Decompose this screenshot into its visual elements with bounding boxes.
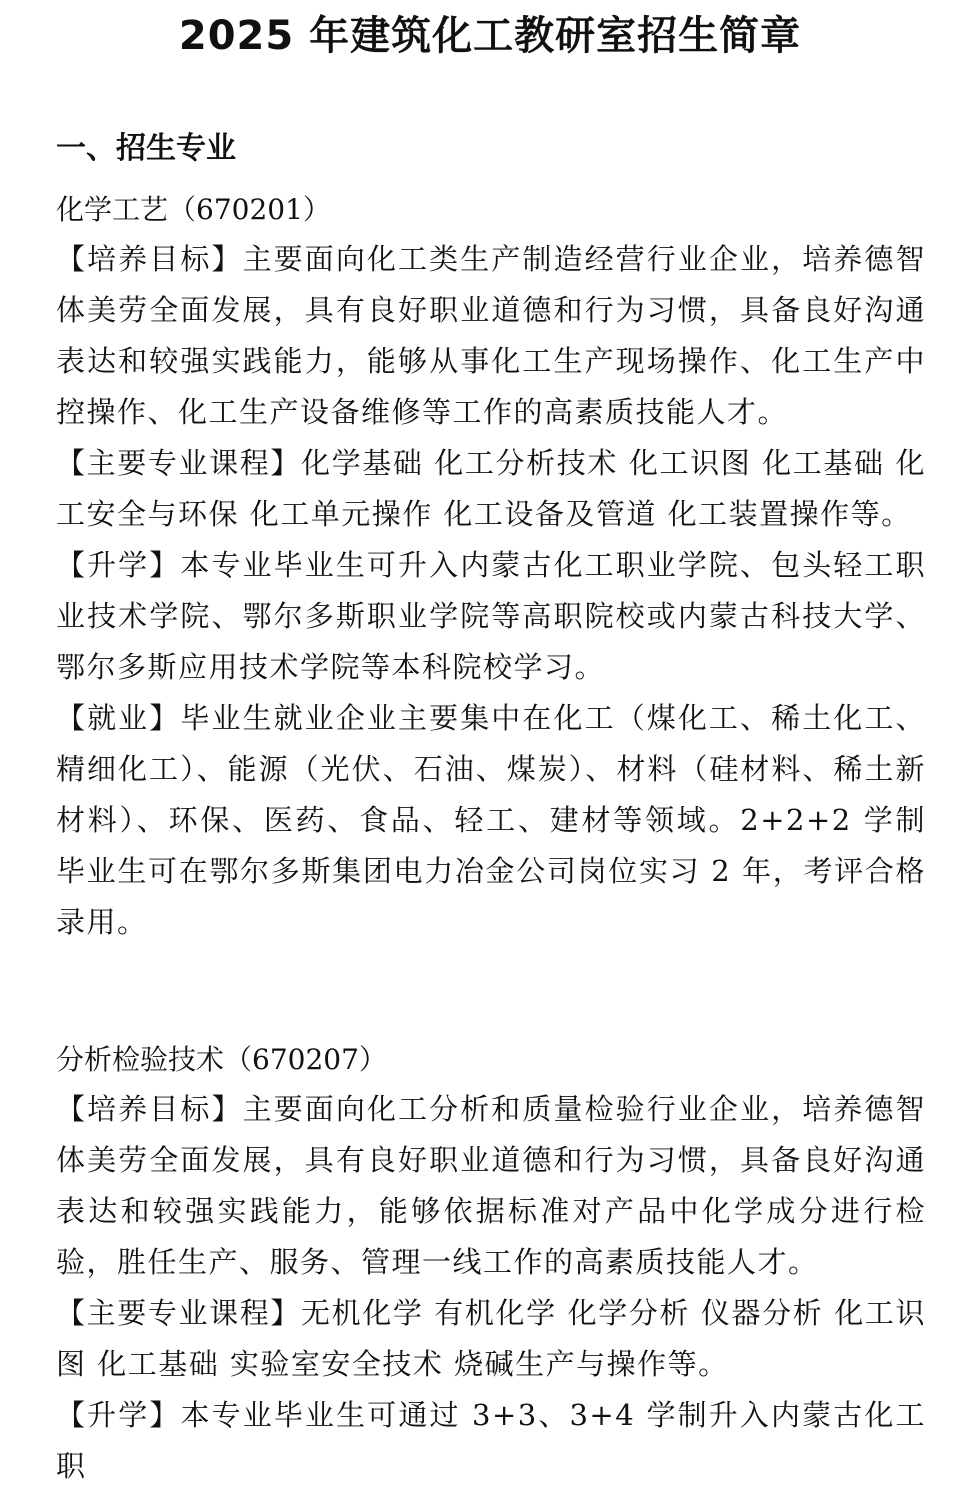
paragraph-further-study	[56, 540, 926, 693]
paragraph-text: 主要面向化工类生产制造经营行业企业，培养德智体美劳全面发展，具有良好职业道德和行为习惯，具备良好沟通表达和较强实践能力，能够从事化工生产现场操作、化工生产中控操作、化工生产设备维修等工作的高素质技能人才。	[56, 242, 926, 429]
paragraph-text: 无机化学 有机化学 化学分析 仪器分析 化工识图 化工基础 实验室安全技术 烧碱生产与操作等。	[56, 1296, 926, 1381]
paragraph-further-study	[56, 1390, 926, 1492]
paragraph-text: 化学基础 化工分析技术 化工识图 化工基础 化工安全与环保 化工单元操作 化工设备及管道 化工装置操作等。	[56, 446, 926, 531]
paragraph-employment	[56, 693, 926, 948]
paragraph-text: 主要面向化工分析和质量检验行业企业，培养德智体美劳全面发展，具有良好职业道德和行为习惯，具备良好沟通表达和较强实践能力，能够依据标准对产品中化学成分进行检验，胜任生产、服务、管理一线工作的高素质技能人才。	[56, 1092, 926, 1279]
paragraph-training-goal	[56, 1084, 926, 1288]
paragraph-text: 本专业毕业生可通过 3+3、3+4 学制升入内蒙古化工职	[56, 1398, 926, 1483]
paragraph-label: 【主要专业课程】	[56, 446, 301, 480]
section-heading: 一、招生专业	[56, 131, 236, 166]
document-title: 2025 年建筑化工教研室招生简章	[178, 13, 802, 59]
major-section-chemical-process	[56, 186, 926, 948]
major-name: 化学工艺（670201）	[56, 193, 331, 226]
paragraph-label: 【升学】	[56, 548, 181, 582]
paragraph-text: 毕业生就业企业主要集中在化工（煤化工、稀土化工、精细化工）、能源（光伏、石油、煤炭）、材料（硅材料、稀土新材料）、环保、医药、食品、轻工、建材等领域。2+2+2 学制毕业生可在鄂尔多斯集团电力冶金公司岗位实习 2 年，考评合格录用。	[56, 701, 926, 939]
paragraph-label: 【培养目标】	[56, 242, 243, 276]
paragraph-label: 【就业】	[56, 701, 181, 735]
paragraph-training-goal	[56, 234, 926, 438]
major-name: 分析检验技术（670207）	[56, 1043, 387, 1076]
paragraph-main-courses	[56, 1288, 926, 1390]
paragraph-label: 【主要专业课程】	[56, 1296, 301, 1330]
major-section-analysis-testing	[56, 1036, 926, 1492]
paragraph-label: 【升学】	[56, 1398, 181, 1432]
paragraph-text: 本专业毕业生可升入内蒙古化工职业学院、包头轻工职业技术学院、鄂尔多斯职业学院等高职院校或内蒙古科技大学、鄂尔多斯应用技术学院等本科院校学习。	[56, 548, 926, 684]
paragraph-main-courses	[56, 438, 926, 540]
paragraph-label: 【培养目标】	[56, 1092, 243, 1126]
